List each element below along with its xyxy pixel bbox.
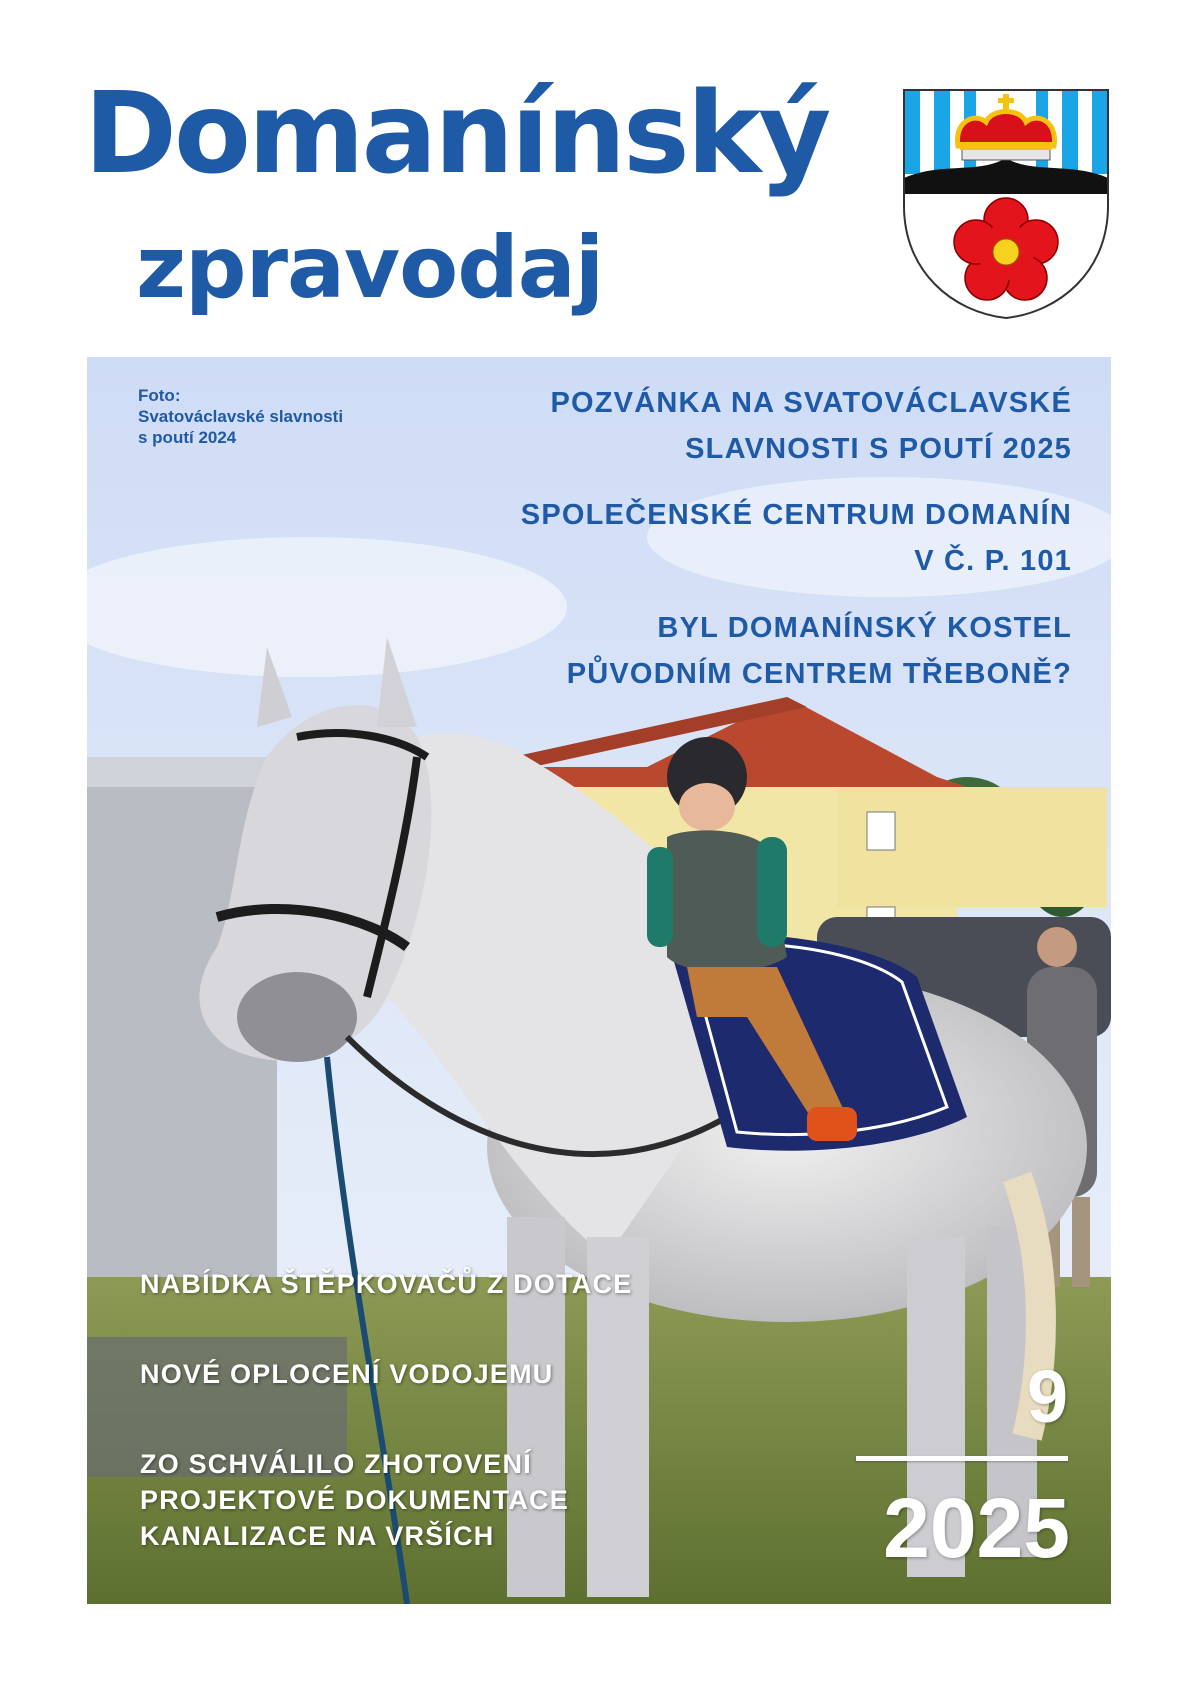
photo-caption-line: Svatováclavské slavnosti [138,407,344,426]
headline-line: PŮVODNÍM CENTREM TŘEBONĚ? [566,658,1072,690]
issue-divider [856,1456,1068,1461]
teaser-stepkovace [140,1266,632,1302]
teaser-kanalizace [140,1446,569,1554]
photo-caption-line: Foto: [138,386,181,405]
photo-caption [138,385,343,448]
photo-caption-line: s poutí 2024 [138,428,237,447]
teaser-line: KANALIZACE NA VRŠÍCH [140,1521,495,1551]
headline-line: V Č. P. 101 [914,545,1072,577]
teaser-oploceni [140,1356,553,1392]
masthead-title: Domanínský [84,69,829,199]
headline-spolecenske-centrum [521,492,1072,584]
teaser-line: NABÍDKA ŠTĚPKOVAČŮ Z DOTACE [140,1269,633,1299]
headline-kostel [567,605,1072,697]
teaser-line: PROJEKTOVÉ DOKUMENTACE [140,1485,569,1515]
issue-number: 9 [1026,1355,1068,1438]
teaser-line: ZO SCHVÁLILO ZHOTOVENÍ [140,1449,532,1479]
masthead-subtitle: zpravodaj [136,218,604,318]
headline-pozvanka [550,380,1072,472]
headline-line: BYL DOMANÍNSKÝ KOSTEL [657,612,1072,644]
issue-year: 2025 [883,1481,1070,1575]
headline-line: SPOLEČENSKÉ CENTRUM DOMANÍN [520,499,1072,531]
headline-line: POZVÁNKA NA SVATOVÁCLAVSKÉ [550,387,1072,419]
coat-of-arms-icon [900,86,1112,322]
teaser-line: NOVÉ OPLOCENÍ VODOJEMU [140,1359,554,1389]
headline-line: SLAVNOSTI S POUTÍ 2025 [685,433,1072,465]
